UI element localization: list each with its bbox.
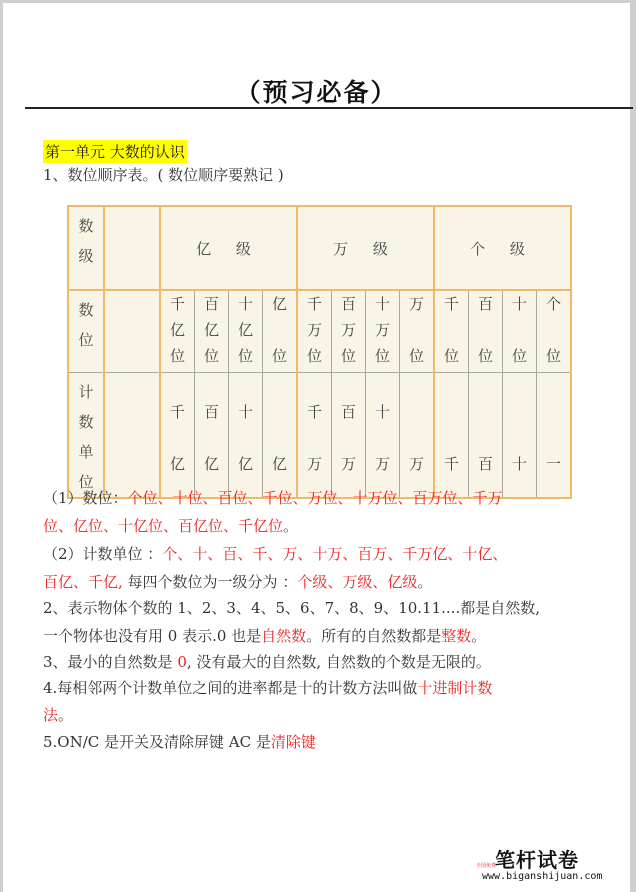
unit-cell: 万 (400, 372, 435, 498)
item-5 (43, 728, 316, 756)
group-yi: 亿 级 (160, 206, 297, 290)
page-title: （预习必备） (235, 78, 398, 107)
item-2-text-a: 一个物体也没有用 0 表示.0 也是 (43, 627, 262, 645)
item-4-line-1 (43, 674, 492, 702)
unit-cell: 百 万 (332, 372, 366, 498)
para-2-middle: 每四个数位为一级分为 ： (122, 573, 298, 591)
unit-heading: 第一单元 大数的认识 (43, 140, 187, 163)
para-2-line-2 (43, 568, 432, 596)
item-2-highlight-integer: 整数 (441, 627, 472, 645)
para-1-line-1 (43, 484, 503, 512)
unit-cell: 十 (503, 372, 537, 498)
item-5-highlight: 清除键 (270, 733, 316, 751)
item-4-highlight: 十进制计数 (417, 679, 493, 697)
place-cell: 十 亿 位 (229, 290, 263, 372)
place-cell: 千 位 (434, 290, 469, 372)
item-4-suffix: 。 (58, 706, 74, 724)
para-1-line-2 (43, 512, 298, 540)
watermark-logo (476, 844, 603, 882)
item-2-text-c: 。 (471, 627, 487, 645)
para-2-suffix: 。 (417, 573, 433, 591)
place-cell: 千 万 位 (297, 290, 332, 372)
para-1-highlight: 个位、十位、百位、千位、万位、十万位、百万位、千万 (127, 489, 503, 507)
empty-cell (104, 206, 160, 290)
item-3-highlight: 0 (177, 653, 187, 671)
unit-cell: 十 万 (366, 372, 400, 498)
group-wan: 万 级 (297, 206, 434, 290)
unit-cell: 十 亿 (229, 372, 263, 498)
item-2-line-2 (43, 622, 486, 650)
digit-place-table (67, 205, 572, 499)
para-2-highlight: 个、十、百、千、万、十万、百万、千万亿、十亿、 (162, 545, 508, 563)
unit-cell: 亿 (263, 372, 298, 498)
place-cell: 百 万 位 (332, 290, 366, 372)
place-cell: 百 位 (469, 290, 503, 372)
logo-url: www.biganshijuan.com (482, 871, 603, 882)
item-3-text-a: 3、最小的自然数是 (43, 653, 178, 671)
item-3 (43, 648, 491, 676)
item-2-text-b: 。所有的自然数都是 (306, 627, 442, 645)
place-cell: 亿 位 (263, 290, 298, 372)
unit-cell: 千 (434, 372, 469, 498)
unit-cell: 千 万 (297, 372, 332, 498)
document-page (3, 3, 630, 892)
unit-cell: 百 亿 (195, 372, 229, 498)
row-head-levels: 数 级 (68, 206, 104, 290)
place-cell: 百 亿 位 (195, 290, 229, 372)
place-cell: 十 位 (503, 290, 537, 372)
empty-cell (104, 290, 160, 372)
place-cell: 个 位 (537, 290, 572, 372)
item-4-text: 4.每相邻两个计数单位之间的进率都是十的计数方法叫做 (43, 679, 418, 697)
item-1-label: 1、数位顺序表。( 数位顺序要熟记 ) (43, 166, 284, 184)
item-2-highlight-natural: 自然数 (261, 627, 307, 645)
para-1-highlight-cont: 位、亿位、十亿位、百亿位、千亿位 (43, 517, 284, 535)
title-divider (25, 107, 633, 109)
item-4-highlight-cont: 法 (43, 706, 59, 724)
group-ge: 个 级 (434, 206, 571, 290)
para-2-highlight-cont: 百亿、千亿, (43, 573, 123, 591)
place-cell: 千 亿 位 (160, 290, 195, 372)
para-2-levels: 个级、万级、亿级 (297, 573, 418, 591)
item-4-line-2 (43, 701, 73, 729)
para-1-prefix: （1）数位： (43, 489, 128, 507)
item-2-line-1: 2、表示物体个数的 1、2、3、4、5、6、7、8、9、10.11....都是自然数, (43, 599, 540, 617)
row-head-places: 数 位 (68, 290, 104, 372)
place-cell: 万 位 (400, 290, 435, 372)
para-1-suffix: 。 (283, 517, 299, 535)
item-3-text-b: , 没有最大的自然数, 自然数的个数是无限的。 (186, 653, 491, 671)
row-head-units: 计 数 单 位 (68, 372, 104, 498)
unit-cell: 千 亿 (160, 372, 195, 498)
place-cell: 十 万 位 (366, 290, 400, 372)
item-5-text: 5.ON/C 是开关及清除屏键 AC 是 (43, 733, 271, 751)
unit-cell: 百 (469, 372, 503, 498)
para-2-prefix: （2）计数单位 ： (43, 545, 163, 563)
unit-cell: 一 (537, 372, 572, 498)
logo-tag: 全国免费 (476, 863, 497, 869)
empty-cell (104, 372, 160, 498)
para-2-line-1 (43, 540, 507, 568)
logo-name: 笔杆试卷 (495, 848, 579, 872)
